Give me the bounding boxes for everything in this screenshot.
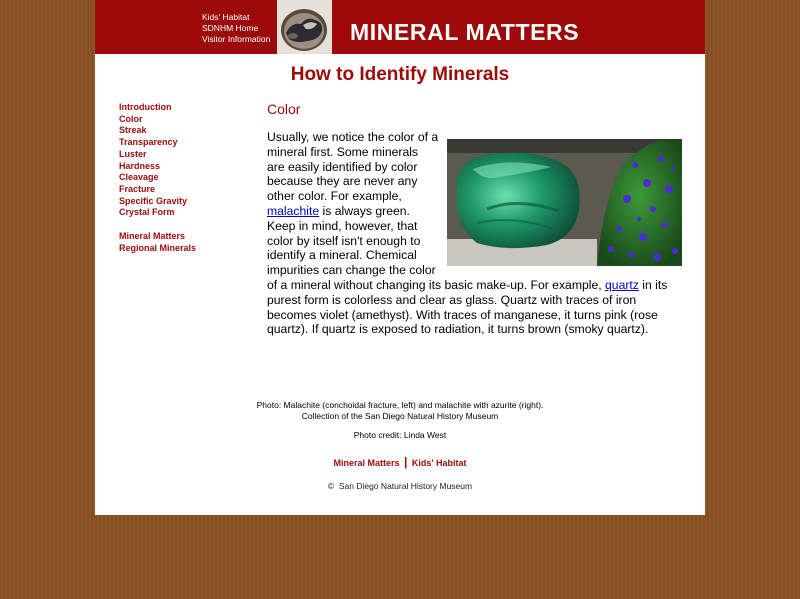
nav-item-cleavage[interactable]: Cleavage	[119, 172, 159, 183]
copyright-symbol: ©	[327, 481, 335, 491]
copyright	[95, 481, 705, 491]
nav-item-regional-minerals[interactable]: Regional Minerals	[119, 242, 197, 253]
sidebar-nav	[119, 102, 196, 254]
body-text	[267, 130, 685, 337]
nav-item-fracture[interactable]: Fracture	[119, 183, 156, 194]
nav-item-mineral-matters[interactable]: Mineral Matters	[119, 231, 186, 242]
museum-logo[interactable]	[277, 0, 332, 54]
quartz-link[interactable]: quartz	[605, 277, 639, 292]
brand-title: MINERAL MATTERS	[350, 19, 580, 45]
malachite-link[interactable]: malachite	[267, 203, 320, 218]
nav-spacer	[119, 219, 196, 231]
header-banner	[95, 0, 705, 54]
header-link-sdnhm-home[interactable]: SDNHM Home	[202, 23, 259, 33]
nav-item-transparency[interactable]: Transparency	[119, 137, 178, 148]
page-container	[95, 0, 705, 515]
caption-line-2: Collection of the San Diego Natural History Museum	[301, 411, 499, 421]
section-title: Color	[267, 101, 301, 117]
nav-item-luster[interactable]: Luster	[119, 148, 147, 159]
page-title: How to Identify Minerals	[290, 64, 510, 85]
caption-line-1: Photo: Malachite (conchoidal fracture, left) and malachite with azurite (right).	[256, 400, 544, 410]
header-link-kids-habitat[interactable]: Kids' Habitat	[202, 12, 250, 22]
paragraph-part-2: is always green. Keep in mind, however, that color by itself isn't enough to identify a mineral. Chemical impurities can change the color of a mineral without changing its basic make-up. For example,	[267, 203, 606, 292]
footer-separator: |	[404, 455, 408, 469]
footer-links	[95, 455, 705, 469]
paragraph-part-3: in its purest form is colorless and clear as glass. Quartz with traces of iron becomes violet (amethyst). With traces of manganese, it turns pink (rose quartz). If quartz is exposed to radiation, it turns brown (smoky quartz).	[267, 277, 668, 337]
nav-item-streak[interactable]: Streak	[119, 125, 147, 136]
photo-credit: Photo credit: Linda West	[353, 430, 447, 440]
footer-link-mineral-matters[interactable]: Mineral Matters	[333, 458, 400, 468]
nav-item-crystal-form[interactable]: Crystal Form	[119, 207, 175, 218]
photo-caption	[95, 400, 705, 422]
paragraph-part-1: Usually, we notice the color of a mineral first. Some minerals are easily identified by color because they are never any other color. For example,	[267, 130, 439, 204]
malachite-photo	[447, 139, 682, 266]
nav-item-specific-gravity[interactable]: Specific Gravity	[119, 195, 188, 206]
header-link-visitor-information[interactable]: Visitor Information	[202, 34, 271, 44]
header-links	[202, 12, 270, 45]
footer-link-kids-habitat[interactable]: Kids' Habitat	[411, 458, 467, 468]
copyright-text: San Diego Natural History Museum	[338, 481, 473, 491]
logo-image	[277, 0, 332, 54]
nav-item-color[interactable]: Color	[119, 113, 143, 124]
nav-item-introduction[interactable]: Introduction	[119, 102, 172, 112]
nav-item-hardness[interactable]: Hardness	[119, 160, 161, 171]
